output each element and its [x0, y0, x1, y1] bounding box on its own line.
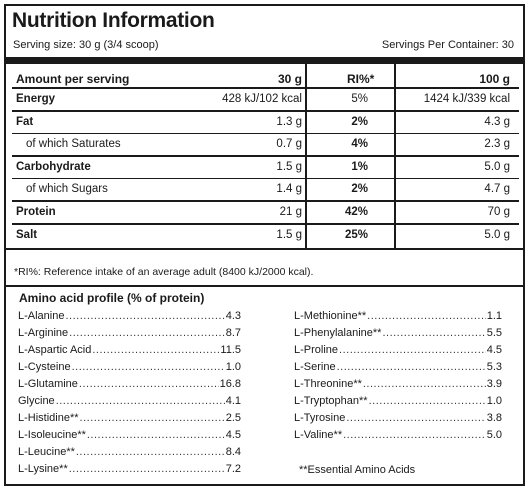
- servings-per-container: Servings Per Container: 30: [381, 39, 514, 51]
- amino-name: L-Threonine**: [294, 378, 362, 390]
- amino-name: L-Tyrosine: [294, 412, 346, 424]
- amino-row: [18, 344, 241, 361]
- leader-dots: [87, 429, 225, 441]
- row-label: of which Sugars: [26, 183, 108, 195]
- row-per-serving: 1.5 g: [276, 161, 302, 173]
- amino-row: [18, 463, 241, 480]
- amino-value: 7.2: [225, 463, 241, 475]
- table-header-row: [12, 64, 519, 87]
- amino-value: 8.7: [225, 327, 241, 339]
- row-per-100g: 5.0 g: [484, 229, 510, 241]
- header-amount-per-serving: Amount per serving: [16, 72, 130, 86]
- leader-dots: [343, 429, 486, 441]
- amino-value: 4.3: [225, 310, 241, 322]
- amino-value: 3.8: [486, 412, 502, 424]
- amino-row: [294, 361, 502, 378]
- row-per-100g: 4.3 g: [484, 116, 510, 128]
- amino-row: [294, 412, 502, 429]
- row-per-serving: 1.4 g: [276, 183, 302, 195]
- amino-list-right: [294, 310, 502, 446]
- column-divider: [394, 64, 396, 248]
- row-ri: 25%: [344, 229, 368, 241]
- row-per-serving: 1.5 g: [276, 229, 302, 241]
- row-ri: 2%: [351, 183, 368, 195]
- amino-name: L-Histidine**: [18, 412, 79, 424]
- row-label: Energy: [16, 93, 55, 105]
- row-ri: 2%: [351, 116, 368, 128]
- amino-value: 5.0: [486, 429, 502, 441]
- row-per-serving: 428 kJ/102 kcal: [222, 93, 302, 105]
- table-row-saturates: [12, 134, 519, 155]
- row-per-serving: 21 g: [279, 206, 302, 218]
- amino-value: 1.0: [486, 395, 502, 407]
- amino-value: 5.5: [486, 327, 502, 339]
- amino-value: 3.9: [486, 378, 502, 390]
- amino-name: L-Valine**: [294, 429, 343, 441]
- row-ri: 42%: [344, 206, 368, 218]
- row-per-100g: 4.7 g: [484, 183, 510, 195]
- row-label: Salt: [16, 229, 38, 241]
- amino-row: [294, 395, 502, 412]
- top-divider-bar: [6, 57, 523, 64]
- leader-dots: [339, 344, 486, 356]
- row-ri: 4%: [351, 138, 368, 150]
- leader-dots: [363, 378, 486, 390]
- amino-name: Glycine: [18, 395, 55, 407]
- leader-dots: [69, 463, 225, 475]
- row-label: of which Saturates: [26, 138, 121, 150]
- amino-value: 16.8: [219, 378, 241, 390]
- label-title: Nutrition Information: [12, 9, 215, 32]
- amino-value: 2.5: [225, 412, 241, 424]
- amino-name: L-Aspartic Acid: [18, 344, 92, 356]
- table-bottom-divider: [6, 248, 523, 250]
- amino-row: [18, 412, 241, 429]
- leader-dots: [369, 395, 486, 407]
- table-row-energy: [12, 89, 519, 110]
- amino-name: L-Tryptophan**: [294, 395, 368, 407]
- header-ri: RI%*: [347, 72, 375, 86]
- amino-name: L-Proline: [294, 344, 339, 356]
- amino-value: 1.0: [225, 361, 241, 373]
- row-ri: 5%: [351, 93, 368, 105]
- leader-dots: [69, 327, 225, 339]
- amino-divider: [6, 285, 523, 287]
- header-per-100g: 100 g: [479, 72, 510, 86]
- row-per-serving: 1.3 g: [276, 116, 302, 128]
- column-divider: [305, 64, 307, 248]
- leader-dots: [56, 395, 225, 407]
- amino-name: L-Glutamine: [18, 378, 78, 390]
- amino-row: [294, 429, 502, 446]
- table-row-sugars: [12, 179, 519, 200]
- leader-dots: [79, 378, 219, 390]
- ri-footnote: *RI%: Reference intake of an average adult (8400 kJ/2000 kcal).: [14, 266, 314, 278]
- row-ri: 1%: [351, 161, 368, 173]
- amino-value: 8.4: [225, 446, 241, 458]
- amino-row: [18, 378, 241, 395]
- leader-dots: [337, 361, 486, 373]
- amino-list-left: [18, 310, 241, 480]
- leader-dots: [65, 310, 224, 322]
- amino-name: L-Isoleucine**: [18, 429, 86, 441]
- serving-size: Serving size: 30 g (3/4 scoop): [13, 39, 159, 51]
- amino-row: [294, 344, 502, 361]
- amino-row: [294, 310, 502, 327]
- amino-name: L-Cysteine: [18, 361, 71, 373]
- amino-row: [294, 378, 502, 395]
- amino-value: 5.3: [486, 361, 502, 373]
- nutrition-label: [4, 4, 525, 486]
- row-per-100g: 1424 kJ/339 kcal: [423, 93, 510, 105]
- amino-name: L-Alanine: [18, 310, 65, 322]
- amino-row: [18, 446, 241, 463]
- amino-row: [18, 310, 241, 327]
- row-per-100g: 2.3 g: [484, 138, 510, 150]
- table-row-fat: [12, 112, 519, 133]
- row-per-serving: 0.7 g: [276, 138, 302, 150]
- leader-dots: [92, 344, 219, 356]
- amino-name: L-Phenylalanine**: [294, 327, 382, 339]
- amino-name: L-Methionine**: [294, 310, 367, 322]
- leader-dots: [72, 361, 225, 373]
- table-row-protein: [12, 202, 519, 223]
- amino-name: L-Leucine**: [18, 446, 75, 458]
- amino-name: L-Serine: [294, 361, 336, 373]
- leader-dots: [76, 446, 225, 458]
- leader-dots: [382, 327, 485, 339]
- amino-value: 4.5: [225, 429, 241, 441]
- amino-row: [18, 327, 241, 344]
- leader-dots: [80, 412, 225, 424]
- essential-amino-note: **Essential Amino Acids: [299, 464, 416, 476]
- amino-name: L-Lysine**: [18, 463, 68, 475]
- row-label: Protein: [16, 206, 56, 218]
- amino-row: [18, 395, 241, 412]
- header-per-serving: 30 g: [277, 72, 302, 86]
- row-label: Carbohydrate: [16, 161, 91, 173]
- table-row-salt: [12, 225, 519, 246]
- amino-value: 4.5: [486, 344, 502, 356]
- amino-acid-title: Amino acid profile (% of protein): [19, 291, 205, 305]
- row-per-100g: 5.0 g: [484, 161, 510, 173]
- amino-row: [294, 327, 502, 344]
- amino-row: [18, 429, 241, 446]
- nutrition-table: [12, 64, 519, 246]
- row-per-100g: 70 g: [487, 206, 510, 218]
- amino-row: [18, 361, 241, 378]
- row-label: Fat: [16, 116, 34, 128]
- amino-name: L-Arginine: [18, 327, 69, 339]
- leader-dots: [346, 412, 485, 424]
- table-row-carbohydrate: [12, 157, 519, 178]
- amino-value: 11.5: [220, 344, 241, 356]
- amino-value: 4.1: [225, 395, 241, 407]
- amino-value: 1.1: [486, 310, 502, 322]
- leader-dots: [367, 310, 486, 322]
